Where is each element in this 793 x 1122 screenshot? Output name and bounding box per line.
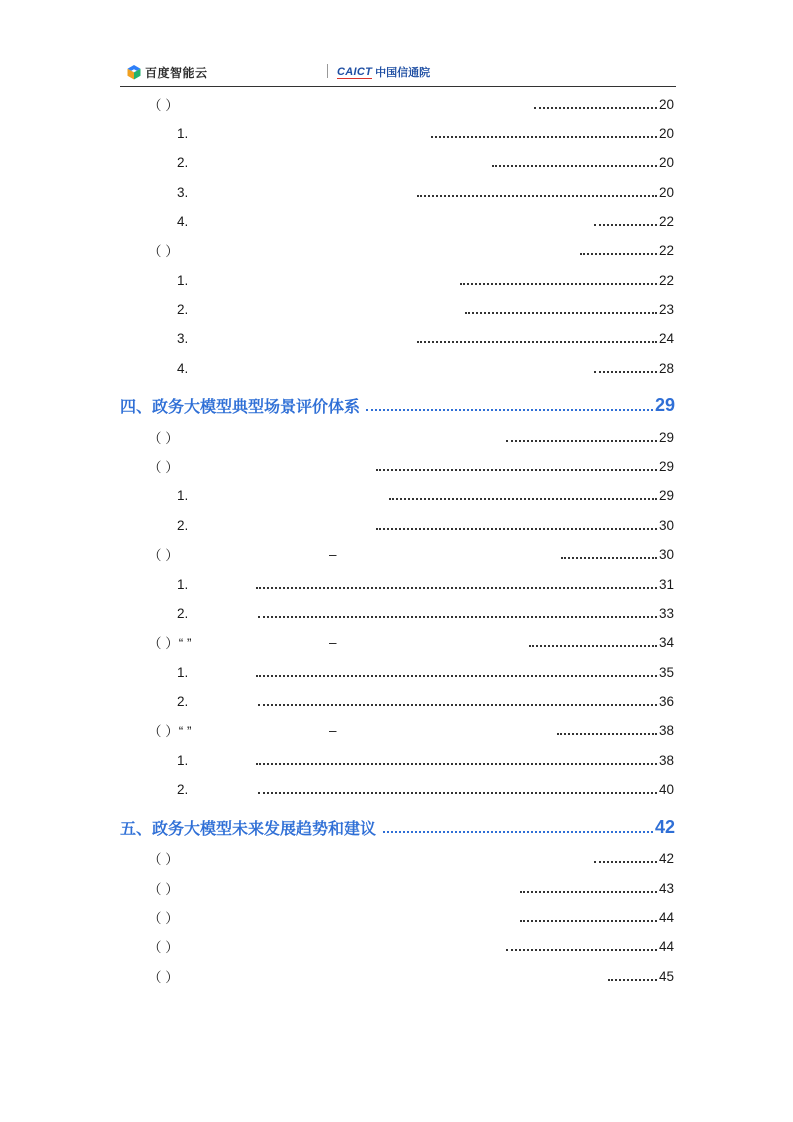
toc-label: 3. [177,330,189,346]
toc-section[interactable] [148,966,674,986]
toc-dot-leader [506,949,657,951]
toc-dash: – [329,634,337,650]
toc-page-number: 38 [658,752,674,768]
toc-subsection[interactable] [177,691,674,711]
toc-chapter[interactable] [120,395,675,415]
toc-page-number: 42 [658,850,674,866]
toc-label: 1. [177,272,189,288]
toc-dot-leader [258,616,657,618]
toc-page-number: 30 [658,546,674,562]
toc-label: （ ） [148,970,179,985]
toc-subsection[interactable] [177,485,674,505]
toc-label: （ ） [148,460,179,475]
toc-dot-leader [594,371,657,373]
toc-subsection[interactable] [177,358,674,378]
toc-dot-leader [465,312,657,314]
toc-page-number: 28 [658,360,674,376]
toc-section[interactable] [148,240,674,260]
toc-subsection[interactable] [177,328,674,348]
toc-label: 1. [177,487,189,503]
toc-dot-leader [520,920,657,922]
toc-subsection[interactable] [177,152,674,172]
toc-label: （ ）“ ” [148,636,192,651]
toc-label: （ ） [148,548,179,563]
toc-page-number: 23 [658,301,674,317]
toc-label: 1. [177,664,189,680]
toc-label: 3. [177,184,189,200]
toc-subsection[interactable] [177,299,674,319]
baidu-logo-text: 百度智能云 [145,65,208,80]
toc-subsection[interactable] [177,515,674,535]
toc-label: 1. [177,576,189,592]
toc-section[interactable] [148,907,674,927]
toc-page-number: 43 [658,880,674,896]
toc-dot-leader [594,861,657,863]
toc-page-number: 35 [658,664,674,680]
toc-dot-leader [256,763,657,765]
toc-page-number: 33 [658,605,674,621]
toc-page-number: 24 [658,330,674,346]
toc-dot-leader [529,645,657,647]
toc-page-number: 44 [658,938,674,954]
toc-dot-leader [594,224,657,226]
toc-subsection[interactable] [177,662,674,682]
toc-dash: – [329,722,337,738]
toc-page-number: 29 [654,394,675,415]
toc-dot-leader [561,557,657,559]
toc-subsection[interactable] [177,779,674,799]
toc-section[interactable] [148,848,674,868]
toc-page-number: 31 [658,576,674,592]
toc-dot-leader [460,283,657,285]
toc-dot-leader [608,979,657,981]
toc-section[interactable] [148,544,674,564]
toc-page-number: 22 [658,242,674,258]
toc-dot-leader [557,733,657,735]
caict-logo-cn: 中国信通院 [375,67,431,79]
toc-label: （ ）“ ” [148,724,192,739]
toc-label: 2. [177,517,189,533]
toc-page-number: 22 [658,213,674,229]
caict-logo-text: CAICT [337,65,373,78]
toc-label: 2. [177,605,189,621]
toc-label: （ ） [148,911,179,926]
toc-dot-leader [256,675,657,677]
toc-dot-leader [376,469,657,471]
toc-label: 4. [177,360,189,376]
toc-section[interactable] [148,720,674,740]
toc-subsection[interactable] [177,750,674,770]
toc-section[interactable] [148,427,674,447]
toc-page-number: 30 [658,517,674,533]
toc-page-number: 44 [658,909,674,925]
toc-page-number: 36 [658,693,674,709]
toc-label: （ ） [148,244,179,259]
toc-dot-leader [580,253,657,255]
toc-dot-leader [383,831,653,833]
toc-page-number: 22 [658,272,674,288]
toc-section[interactable] [148,936,674,956]
toc-label: 五、政务大模型未来发展趋势和建议 [120,820,377,838]
toc-dot-leader [506,440,657,442]
toc-dot-leader [366,409,653,411]
toc-page-number: 45 [658,968,674,984]
toc-subsection[interactable] [177,211,674,231]
toc-page-number: 20 [658,96,674,112]
toc-dot-leader [520,891,657,893]
toc-page-number: 29 [658,458,674,474]
toc-label: 2. [177,154,189,170]
toc-label: 2. [177,781,189,797]
toc-dot-leader [256,587,657,589]
toc-dot-leader [431,136,657,138]
toc-subsection[interactable] [177,270,674,290]
toc-dot-leader [534,107,657,109]
toc-page-number: 42 [654,816,675,837]
toc-page-number: 20 [658,184,674,200]
toc-dot-leader [417,341,657,343]
toc-label: 4. [177,213,189,229]
toc-section[interactable] [148,456,674,476]
toc-label: （ ） [148,882,179,897]
toc-page-number: 38 [658,722,674,738]
toc-dot-leader [258,792,657,794]
toc-dot-leader [389,498,657,500]
toc-label: （ ） [148,852,179,867]
toc-label: 1. [177,752,189,768]
toc-dot-leader [258,704,657,706]
toc-subsection[interactable] [177,123,674,143]
toc-subsection[interactable] [177,603,674,623]
toc-page-number: 20 [658,125,674,141]
toc-section[interactable] [148,94,674,114]
toc-label: （ ） [148,940,179,955]
toc-section[interactable] [148,632,674,652]
toc-dot-leader [417,195,657,197]
toc-dot-leader [492,165,657,167]
toc-label: （ ） [148,98,179,113]
toc-subsection[interactable] [177,574,674,594]
toc-dash: – [329,546,337,562]
toc-chapter[interactable] [120,817,675,837]
toc-label: 2. [177,301,189,317]
toc-label: 四、政务大模型典型场景评价体系 [120,398,361,416]
toc-page-number: 20 [658,154,674,170]
toc-dot-leader [376,528,657,530]
toc-label: 2. [177,693,189,709]
toc-label: （ ） [148,431,179,446]
toc-label: 1. [177,125,189,141]
toc-page-number: 29 [658,429,674,445]
toc-page-number: 29 [658,487,674,503]
toc-subsection[interactable] [177,182,674,202]
toc-section[interactable] [148,878,674,898]
toc-page-number: 34 [658,634,674,650]
toc-page-number: 40 [658,781,674,797]
